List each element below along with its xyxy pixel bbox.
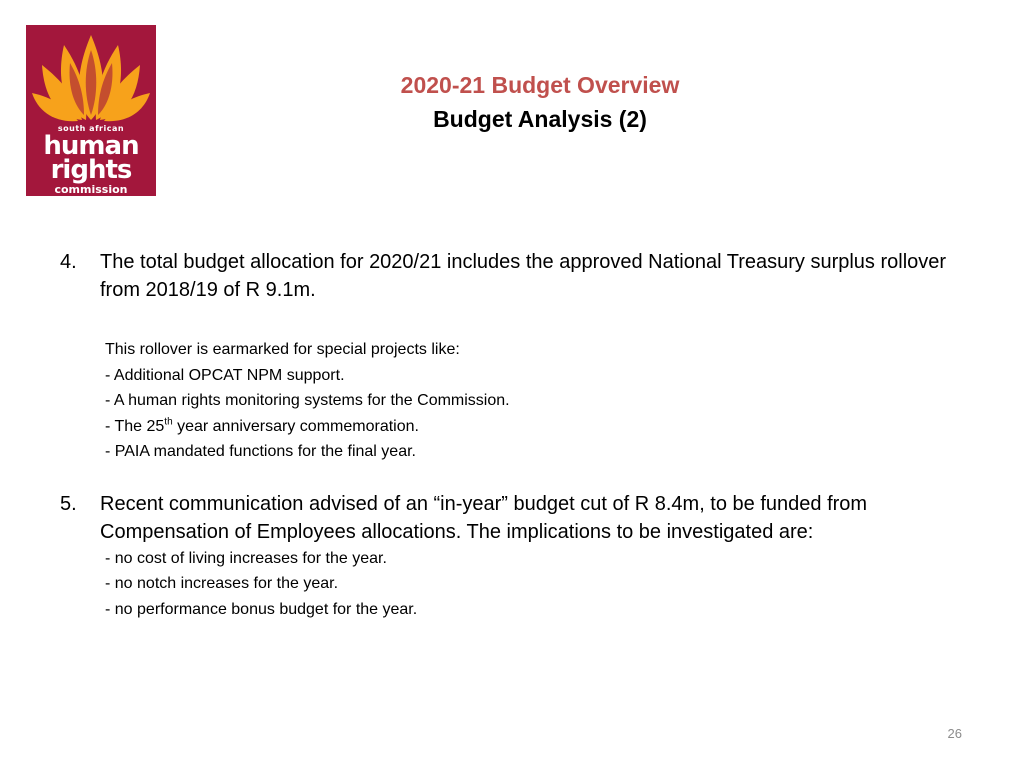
- item-text: Recent communication advised of an “in-year” budget cut of R 8.4m, to be funded from Compensation of Employees allocations. The implications to be investigated are:: [100, 492, 868, 543]
- list-intro: This rollover is earmarked for special projects like:: [105, 341, 460, 358]
- page-number: 26: [947, 726, 962, 741]
- list-item-text: - The 25: [105, 417, 165, 435]
- list-item: - no performance bonus budget for the year.: [105, 600, 418, 618]
- item-number: 5.: [60, 492, 77, 515]
- list-item: [100, 414, 970, 440]
- slide-body: [60, 248, 970, 622]
- numbered-item-4: [60, 248, 970, 465]
- item-text: The total budget allocation for 2020/21 includes the approved National Treasury surplus rollover from 2018/19 of R 9.1m.: [100, 251, 947, 301]
- list-item: - Additional OPCAT NPM support.: [105, 366, 345, 384]
- list-item-text-rest: year anniversary commemoration.: [172, 417, 419, 435]
- logo-text-south-african: south african: [57, 124, 125, 133]
- logo-text-commission: commission: [54, 183, 128, 196]
- title-line-analysis: Budget Analysis (2): [433, 106, 647, 132]
- sahrc-logo: [26, 25, 156, 196]
- item-number: 4.: [60, 251, 77, 273]
- logo-text-rights: rights: [50, 155, 132, 185]
- list-item: - no notch increases for the year.: [105, 575, 339, 592]
- list-item: - no cost of living increases for the year.: [105, 549, 387, 567]
- rollover-project-list: [100, 337, 970, 465]
- ordinal-suffix: th: [164, 416, 173, 428]
- list-item: - PAIA mandated functions for the final year.: [105, 443, 416, 460]
- list-item: - A human rights monitoring systems for the Commission.: [105, 392, 510, 409]
- protea-flower-icon: [26, 25, 156, 125]
- numbered-item-5: [60, 490, 970, 623]
- slide-title: [280, 68, 800, 136]
- logo-text-human: human: [43, 131, 139, 161]
- implication-list: [100, 546, 970, 623]
- title-line-overview: 2020-21 Budget Overview: [400, 72, 680, 98]
